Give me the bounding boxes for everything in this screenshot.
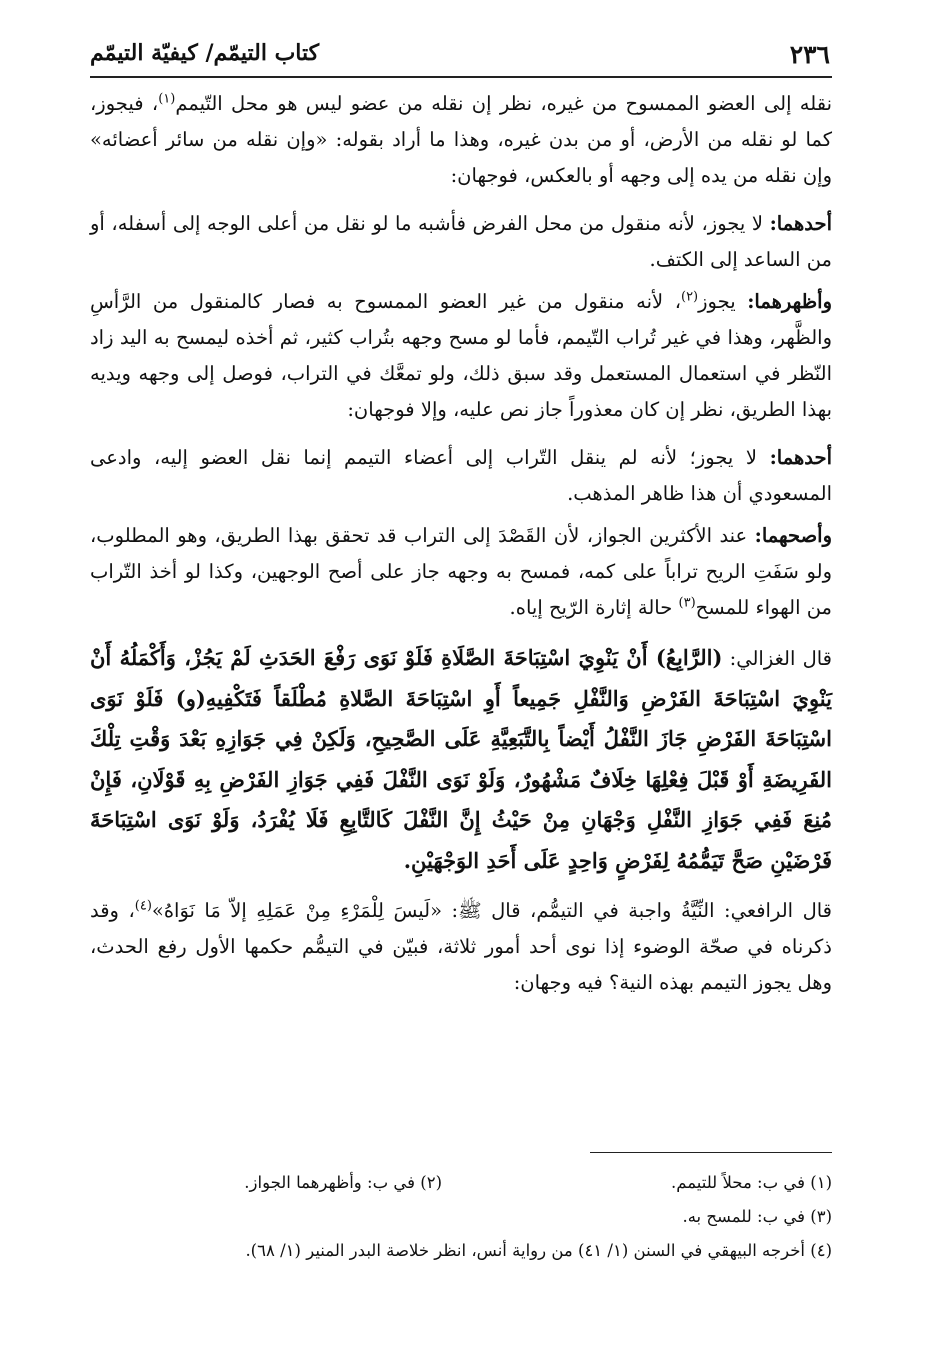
paragraph-lead: أحدهما: xyxy=(769,446,832,469)
footnote-1: (١) في ب: محلاً للتيمم. xyxy=(670,1173,832,1192)
paragraph-text: ، لأنه منقول من غير العضو الممسوح به فصار كالمنقول من الرَّأسِ والظَّهر، وهذا في غير تُراب التّيمم، فأما لو مسح وجهه بتُراب كثير، ثم أخذه ليمسح به اليد زاد النّظر في استعمال المستعمل وقد سبق ذلك، ولو تمعَّك في التراب، فوصل إلى وجهه ويديه بهذا الطريق، نظر إن كان معذوراً جاز نص عليه، وإلا فوجهان: xyxy=(90,290,832,421)
paragraph-7 xyxy=(90,893,832,1001)
page-number: ٢٣٦ xyxy=(789,40,830,69)
main-text xyxy=(90,86,832,1013)
paragraph-text: قال الرافعي: النِّيَّةُ واجبة في التيمُّم، قال ﷺ: «لَيسَ لِلْمَرْءِ مِنْ عَمَلِهِ إلاّ مَا نَوَاهُ» xyxy=(151,899,832,922)
paragraph-text: ، فيجوز، كما لو نقله من الأرض، أو من بدن غيره، وهذا ما أراد بقوله: «وإن نقله من سائر أعضائه» وإن نقله من يده إلى وجهه أو بالعكس، فوجهان: xyxy=(90,92,832,187)
footnote-3: (٣) في ب: للمسح به. xyxy=(682,1207,832,1226)
footnote-ref: (١) xyxy=(158,91,176,107)
paragraph-lead: وأظهرهما: xyxy=(747,290,832,313)
paragraph-text: نقله إلى العضو الممسوح من غيره، نظر إن نقله من عضو ليس هو محل التّيمم xyxy=(175,92,833,115)
header-divider xyxy=(90,76,832,78)
footnote-row xyxy=(90,1200,832,1234)
footnote-ref: (٣) xyxy=(678,595,696,611)
paragraph-text: يجوز xyxy=(698,290,736,313)
running-title: كتاب التيمّم/ كيفيّة التيمّم xyxy=(90,40,320,66)
paragraph-text: لا يجوز؛ لأنه لم ينقل التّراب إلى أعضاء التيمم إنما نقل العضو إليه، وادعى المسعودي أن هذا ظاهر المذهب. xyxy=(90,446,832,505)
footnote-row xyxy=(90,1234,832,1268)
paragraph-2 xyxy=(90,206,832,278)
paragraph-lead: وأصحهما: xyxy=(754,524,833,547)
quoted-matn: (الرَّابِعُ) أَنْ يَنْوِيَ اسْتِبَاحَةَ الصَّلَاةِ فَلَوْ نَوَى رَفْعَ الحَدَثِ لَمْ يَجُزْ، وَأَكْمَلُهُ أَنْ يَنْوِيَ اسْتِبَاحَةَ الفَرْضِ وَالنَّفْلِ جَمِيعاً أَوِ اسْتِبَاحَةَ الصَّلاةِ مُطْلَقاً فَتَكْفِيهِ(و) فَلَوْ نَوَى اسْتِبَاحَةَ الفَرْضِ جَازَ النَّفْلُ أَيْضاً بِالتَّبَعِيَّةِ عَلَى الصَّحِيحِ، وَلَكِنْ فِي جَوَازِهِ بَعْدَ وَقْتِ تِلْكَ الفَرِيضَةِ أَوْ قَبْلَ فِعْلِهَا خِلَافٌ مَشْهُورٌ، وَلَوْ نَوَى النَّفْلَ فَفِي جَوَازِ الفَرْضِ بِهِ قَوْلَانِ، فَإِنْ مُنِعَ فَفِي جَوَازِ النَّفْلِ وَجْهَانِ مِنْ حَيْثُ إِنَّ النَّفْلَ كَالتَّابِعِ فَلَا يُفْرَدُ، وَلَوْ نَوَى اسْتِبَاحَةَ فَرْضَيْنِ صَحَّ تَيَمُّمُهُ لِفَرْضٍ وَاحِدٍ عَلَى أَحَدِ الوَجْهَيْنِ. xyxy=(90,645,832,873)
paragraph-5 xyxy=(90,518,832,626)
paragraph-text: حالة إثارة الرّيح إياه. xyxy=(509,596,673,619)
footnote-ref: (٤) xyxy=(134,898,152,914)
paragraph-6 xyxy=(90,638,832,881)
footnote-2: (٢) في ب: وأظهرهما الجواز. xyxy=(244,1173,442,1192)
paragraph-text: عند الأكثرين الجواز، لأن القَصْدَ إلى التراب قد تحقق بهذا الطريق، وهو المطلوب، ولو سَفَتِ الريح تراباً على كمه، فمسح به وجهه جاز على أصح الوجهين، وكذا لو أخذ التّراب من الهواء للمسح xyxy=(90,524,832,619)
paragraph-text: ، وقد ذكرناه في صحّة الوضوء إذا نوى أحد أمور ثلاثة، فبيّن في التيمُّم حكمها الأول رفع الحدث، وهل يجوز التيمم بهذه النية؟ فيه وجهان: xyxy=(90,899,832,994)
page-header xyxy=(90,34,830,74)
paragraph-text: لا يجوز، لأنه منقول من محل الفرض فأشبه ما لو نقل من أعلى الوجه إلى أسفله، أو من الساعد إلى الكتف. xyxy=(90,212,832,271)
paragraph-4 xyxy=(90,440,832,512)
quote-intro: قال الغزالي: xyxy=(729,647,833,670)
paragraph-1 xyxy=(90,86,832,194)
footnote-row xyxy=(90,1166,832,1200)
footnotes xyxy=(90,1166,832,1268)
footnote-divider xyxy=(590,1152,832,1153)
paragraph-3 xyxy=(90,284,832,428)
footnote-ref: (٢) xyxy=(680,289,699,305)
paragraph-lead: أحدهما: xyxy=(769,212,832,235)
footnote-4: (٤) أخرجه البيهقي في السنن (١/ ٤١) من رواية أنس، انظر خلاصة البدر المنير (١/ ٦٨). xyxy=(245,1241,832,1260)
